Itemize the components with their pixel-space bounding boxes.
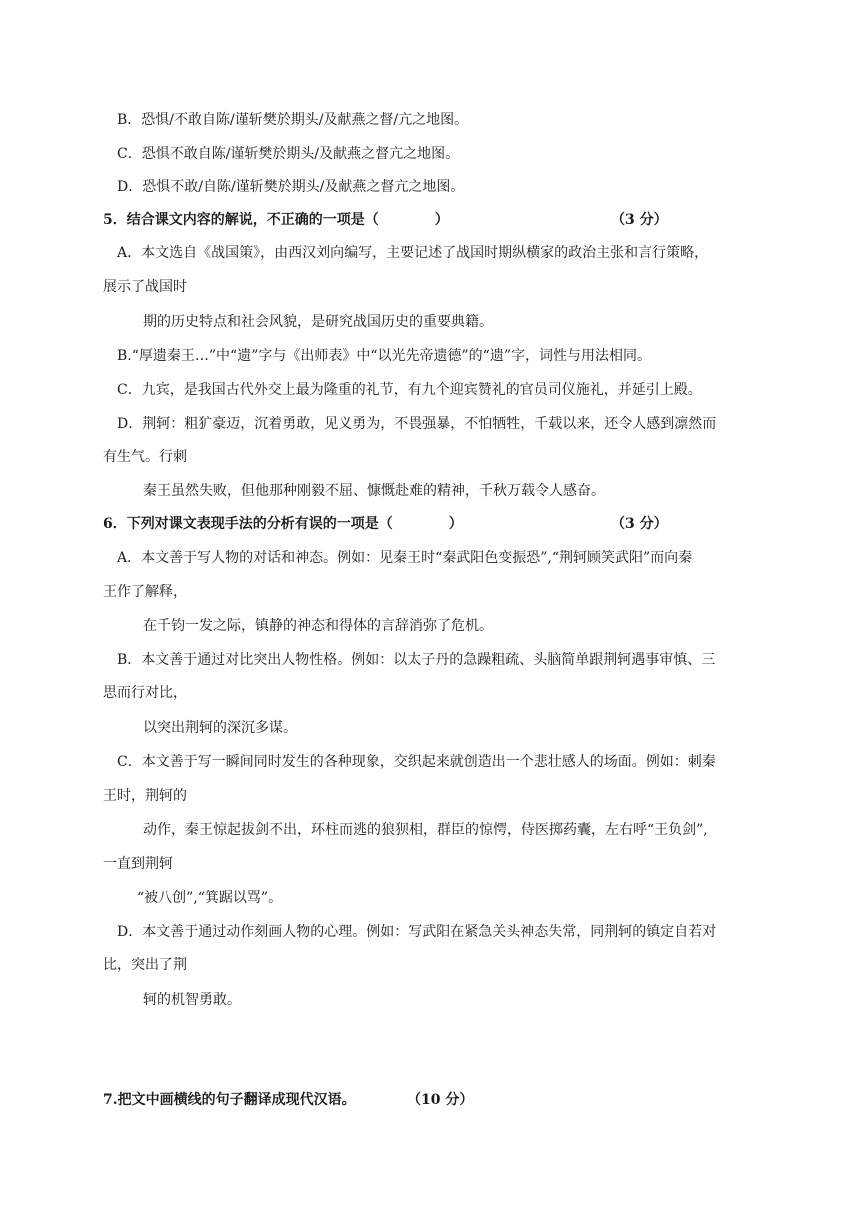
option-5c: C．九宾，是我国古代外交上最为隆重的礼节，有九个迎宾赞礼的官员司仪施礼，并延引上殿。 (117, 382, 702, 398)
option-5a-cont-2: 期的历史特点和社会风貌，是研究战国历史的重要典籍。 (143, 314, 493, 330)
question-7-stem: 7.把文中画横线的句子翻译成现代汉语。 (103, 1092, 356, 1108)
option-6a: A．本文善于写人物的对话和神态。例如：见秦王时“秦武阳色变振恐”,“荆轲顾笑武阳”而向秦 (117, 550, 693, 566)
question-5-stem: 5．结合课文内容的解说，不正确的一项是（ ） (103, 212, 449, 228)
option-6c-cont-2: 动作，秦王惊起拔剑不出，环柱而逃的狼狈相，群臣的惊愕，侍医掷药囊，左右呼“王负剑”, (143, 822, 708, 838)
question-5 (103, 210, 668, 230)
option-6a-cont: 王作了解释， (103, 584, 187, 600)
option-5d-cont: 有生气。行刺 (103, 449, 187, 465)
option-4c: C．恐惧不敢自陈/谨斩樊於期头/及献燕之督亢之地图。 (117, 146, 460, 162)
option-4d: D．恐惧不敢/自陈/谨斩樊於期头/及献燕之督亢之地图。 (117, 179, 465, 195)
option-6b: B．本文善于通过对比突出人物性格。例如：以太子丹的急躁粗疏、头脑简单跟荆轲遇事审慎、三 (117, 652, 716, 668)
option-6c-cont-3: 一直到荆轲 (103, 856, 173, 872)
option-4b: B．恐惧/不敢自陈/谨斩樊於期头/及献燕之督/亢之地图。 (117, 112, 469, 128)
question-6-stem: 6．下列对课文表现手法的分析有误的一项是（ ） (103, 516, 463, 532)
option-6a-cont-2: 在千钧一发之际，镇静的神态和得体的言辞消弥了危机。 (143, 618, 493, 634)
option-6d-cont: 比，突出了荆 (103, 957, 187, 973)
question-6-points: （3 分） (611, 516, 668, 532)
option-6d-cont-2: 轲的机智勇敢。 (143, 992, 241, 1008)
option-6b-cont-2: 以突出荆轲的深沉多谋。 (143, 720, 297, 736)
option-6c: C．本文善于写一瞬间同时发生的各种现象，交织起来就创造出一个悲壮感人的场面。例如：刺秦 (117, 754, 716, 770)
question-7-points: （10 分） (407, 1092, 474, 1108)
question-5-points: （3 分） (611, 212, 668, 228)
option-6d: D．本文善于通过动作刻画人物的心理。例如：写武阳在紧急关头神态失常，同荆轲的镇定自若对 (117, 924, 717, 940)
option-6c-cont: 王时，荆轲的 (103, 788, 187, 804)
question-7 (103, 1090, 483, 1110)
option-5b: B.“厚遗秦王…”中“遗”字与《出师表》中“以光先帝遗德”的“遗”字，词性与用法相同。 (117, 348, 651, 364)
option-5a-cont: 展示了战国时 (103, 279, 187, 295)
option-5d-cont-2: 秦王虽然失败，但他那种刚毅不屈、慷慨赴难的精神，千秋万载令人感奋。 (143, 483, 605, 499)
option-6c-cont-4: “被八创”,“箕踞以骂”。 (137, 890, 283, 906)
option-5d: D．荆轲：粗犷豪迈，沉着勇敢，见义勇为，不畏强暴，不怕牺牲，千载以来，还令人感到凛然而 (117, 416, 717, 432)
option-6b-cont: 思而行对比， (103, 685, 187, 701)
option-5a: A．本文选自《战国策》，由西汉刘向编写，主要记述了战国时期纵横家的政治主张和言行策略， (117, 245, 709, 261)
question-6 (103, 514, 668, 534)
